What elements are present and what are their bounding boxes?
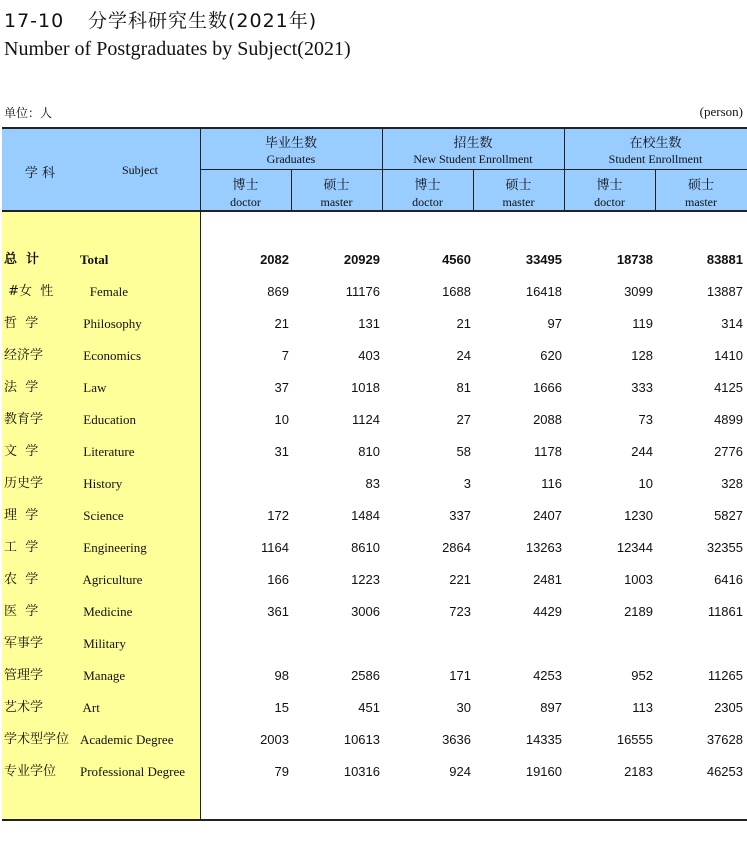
table-cell: 12344 bbox=[616, 540, 653, 555]
group-header-enrollment-en: Student Enrollment bbox=[608, 152, 703, 166]
table-cell: 119 bbox=[632, 316, 653, 331]
table-cell: 328 bbox=[721, 476, 743, 491]
row-label-cn: 理 学 bbox=[4, 508, 39, 523]
row-label-en: Engineering bbox=[80, 540, 147, 555]
table-cell: 4253 bbox=[533, 668, 562, 683]
row-label-cn: 总 计 bbox=[4, 252, 40, 267]
row-label-cn: 艺术学 bbox=[4, 700, 44, 715]
table-cell: 116 bbox=[541, 476, 562, 491]
sub-header-master-en: master bbox=[320, 195, 353, 209]
table-cell: 723 bbox=[449, 604, 471, 619]
table-cell: 810 bbox=[358, 444, 380, 459]
table-cell: 1018 bbox=[351, 380, 380, 395]
table-cell: 244 bbox=[631, 444, 653, 459]
row-label-en: History bbox=[80, 476, 123, 491]
table-cell: 172 bbox=[267, 508, 289, 523]
table-cell: 361 bbox=[267, 604, 289, 619]
table-row bbox=[0, 500, 747, 532]
table-row bbox=[0, 468, 747, 500]
table-cell: 58 bbox=[456, 444, 471, 459]
row-label-en: Science bbox=[80, 508, 124, 523]
table-cell: 10 bbox=[638, 476, 653, 491]
row-label-en: Philosophy bbox=[80, 316, 142, 331]
table-cell: 2189 bbox=[624, 604, 653, 619]
sub-header-doctor-cn: 博士 bbox=[232, 178, 259, 193]
table-row bbox=[0, 692, 747, 724]
table-cell: 31 bbox=[274, 444, 289, 459]
row-label-en: Female bbox=[80, 284, 129, 299]
table-cell: 98 bbox=[274, 668, 289, 683]
table-row bbox=[0, 372, 747, 404]
sub-header-master-en: master bbox=[502, 195, 535, 209]
header-divider bbox=[200, 169, 747, 170]
table-cell: 2481 bbox=[533, 572, 562, 587]
table-row bbox=[0, 756, 747, 788]
table-cell: 83881 bbox=[706, 252, 743, 267]
unit-label-en: (person) bbox=[699, 104, 743, 119]
table-cell: 6416 bbox=[714, 572, 743, 587]
row-label-en: Law bbox=[80, 380, 107, 395]
table-cell: 451 bbox=[358, 700, 380, 715]
table-cell: 4899 bbox=[714, 412, 743, 427]
group-header-graduates-en: Graduates bbox=[266, 152, 316, 166]
table-cell: 2407 bbox=[533, 508, 562, 523]
table-cell: 221 bbox=[449, 572, 471, 587]
table-cell: 4125 bbox=[714, 380, 743, 395]
table-cell: 11861 bbox=[707, 604, 743, 619]
sub-header-master-cn: 硕士 bbox=[687, 178, 714, 193]
row-label-en: Professional Degree bbox=[80, 764, 186, 779]
table-row bbox=[0, 564, 747, 596]
page-title-en: Number of Postgraduates by Subject(2021) bbox=[4, 38, 351, 60]
group-header-enrollment-cn: 在校生数 bbox=[629, 136, 682, 151]
table-cell: 897 bbox=[540, 700, 562, 715]
table-cell: 14335 bbox=[525, 732, 562, 747]
table-cell: 924 bbox=[449, 764, 471, 779]
row-label-cn: 文 学 bbox=[4, 444, 39, 459]
table-row bbox=[0, 276, 747, 308]
table-cell: 337 bbox=[449, 508, 471, 523]
table-row bbox=[0, 532, 747, 564]
row-label-en: Education bbox=[80, 412, 136, 427]
sub-header-doctor-cn: 博士 bbox=[596, 178, 623, 193]
table-cell: 83 bbox=[365, 476, 380, 491]
group-header-enrollment-new-en: New Student Enrollment bbox=[413, 152, 533, 166]
table-cell: 3006 bbox=[351, 604, 380, 619]
table-cell: 3636 bbox=[442, 732, 471, 747]
table-number: 17-10 bbox=[4, 10, 65, 32]
row-label-cn: 专业学位 bbox=[4, 764, 57, 779]
table-cell: 1124 bbox=[352, 412, 380, 427]
row-label-cn: 经济学 bbox=[4, 348, 44, 363]
table-cell: 2088 bbox=[533, 412, 562, 427]
table-cell: 3099 bbox=[624, 284, 653, 299]
page-title-cn bbox=[4, 6, 317, 33]
row-label-en: Literature bbox=[80, 444, 135, 459]
sub-header-master-cn: 硕士 bbox=[505, 178, 532, 193]
table-cell: 7 bbox=[281, 348, 289, 363]
row-label-cn: 历史学 bbox=[4, 476, 44, 491]
table-cell: 2305 bbox=[714, 700, 743, 715]
sub-header-doctor-cn: 博士 bbox=[414, 178, 441, 193]
table-cell: 15 bbox=[274, 700, 289, 715]
row-label-en: Academic Degree bbox=[80, 732, 174, 747]
row-label-cn: 法 学 bbox=[4, 380, 39, 395]
row-label-en: Agriculture bbox=[80, 572, 143, 587]
table-cell: 19160 bbox=[525, 764, 562, 779]
table-row bbox=[0, 724, 747, 756]
table-cell: 24 bbox=[456, 348, 471, 363]
table-title-cn: 分学科研究生数(2021年) bbox=[88, 10, 318, 32]
table-cell: 16418 bbox=[525, 284, 562, 299]
table-row bbox=[0, 404, 747, 436]
table-cell: 79 bbox=[274, 764, 289, 779]
table-cell: 10613 bbox=[343, 732, 380, 747]
table-cell: 37 bbox=[274, 380, 289, 395]
row-label-en: Medicine bbox=[80, 604, 133, 619]
table-cell: 20929 bbox=[343, 252, 380, 267]
table-cell: 1230 bbox=[624, 508, 653, 523]
table-cell: 869 bbox=[267, 284, 289, 299]
table-cell: 73 bbox=[638, 412, 653, 427]
row-label-cn: 教育学 bbox=[4, 412, 44, 427]
row-label-en: Art bbox=[80, 700, 100, 715]
table-cell: 11265 bbox=[707, 668, 743, 683]
sub-header-doctor-en: doctor bbox=[594, 195, 625, 209]
table-cell: 1178 bbox=[534, 444, 562, 459]
table-row bbox=[0, 340, 747, 372]
table-cell: 1666 bbox=[533, 380, 562, 395]
table-row bbox=[0, 244, 747, 276]
row-label-cn: 学术型学位 bbox=[4, 732, 70, 747]
table-row bbox=[0, 660, 747, 692]
unit-label-cn: 单位：人 bbox=[4, 106, 53, 120]
table-cell: 27 bbox=[456, 412, 471, 427]
table-cell: 1223 bbox=[351, 572, 380, 587]
row-label-en: Total bbox=[80, 252, 109, 267]
table-cell: 4560 bbox=[442, 252, 471, 267]
table-cell: 2864 bbox=[442, 540, 471, 555]
table-cell: 5827 bbox=[714, 508, 743, 523]
row-label-cn: 管理学 bbox=[4, 668, 44, 683]
group-header-graduates-cn: 毕业生数 bbox=[264, 136, 317, 151]
table-cell: 97 bbox=[547, 316, 562, 331]
table-cell: 1003 bbox=[624, 572, 653, 587]
table-cell: 32355 bbox=[706, 540, 743, 555]
table-cell: 1688 bbox=[442, 284, 471, 299]
table-cell: 81 bbox=[456, 380, 471, 395]
table-row bbox=[0, 596, 747, 628]
table-cell: 2586 bbox=[351, 668, 380, 683]
table-cell: 8610 bbox=[351, 540, 380, 555]
table-cell: 13887 bbox=[706, 284, 743, 299]
table-cell: 171 bbox=[449, 668, 471, 683]
table-cell: 10316 bbox=[343, 764, 380, 779]
table-cell: 16555 bbox=[616, 732, 653, 747]
sub-header-master-cn: 硕士 bbox=[323, 178, 350, 193]
table-cell: 131 bbox=[358, 316, 380, 331]
table-row bbox=[0, 628, 747, 660]
table-cell: 166 bbox=[267, 572, 289, 587]
table-cell: 113 bbox=[632, 700, 653, 715]
row-label-en: Economics bbox=[80, 348, 142, 363]
row-label-cn: 军事学 bbox=[4, 636, 44, 651]
table-cell: 13263 bbox=[525, 540, 562, 555]
table-cell: 128 bbox=[631, 348, 653, 363]
row-label-en: Military bbox=[80, 636, 126, 651]
table-cell: 3 bbox=[463, 476, 471, 491]
table-cell: 1484 bbox=[351, 508, 380, 523]
table-cell: 18738 bbox=[616, 252, 653, 267]
row-label-cn: 哲 学 bbox=[4, 316, 39, 331]
table-cell: 46253 bbox=[706, 764, 743, 779]
table-row bbox=[0, 436, 747, 468]
table-cell: 620 bbox=[540, 348, 562, 363]
table-row bbox=[0, 308, 747, 340]
table-cell: 37628 bbox=[706, 732, 743, 747]
table-cell: 21 bbox=[456, 316, 471, 331]
table-cell: 2003 bbox=[260, 732, 289, 747]
table-cell: 21 bbox=[274, 316, 289, 331]
table-cell: 30 bbox=[456, 700, 471, 715]
table-cell: 33495 bbox=[525, 252, 562, 267]
row-label-cn: #女 性 bbox=[4, 284, 54, 299]
sub-header-doctor-en: doctor bbox=[412, 195, 443, 209]
table-cell: 333 bbox=[631, 380, 653, 395]
table-cell: 10 bbox=[274, 412, 289, 427]
table-cell: 4429 bbox=[533, 604, 562, 619]
row-label-cn: 工 学 bbox=[4, 540, 39, 555]
row-label-cn: 农 学 bbox=[4, 572, 39, 587]
subject-header-en: Subject bbox=[122, 163, 158, 177]
row-label-cn: 医 学 bbox=[4, 604, 39, 619]
table-bottom-rule bbox=[2, 819, 747, 821]
table-cell: 952 bbox=[631, 668, 653, 683]
sub-header-master-en: master bbox=[685, 195, 717, 209]
group-header-enrollment-new-cn: 招生数 bbox=[453, 136, 493, 151]
sub-header-doctor-en: doctor bbox=[230, 195, 261, 209]
table-cell: 11176 bbox=[345, 284, 380, 299]
subject-header-cn: 学 科 bbox=[24, 166, 56, 181]
table-cell: 1164 bbox=[261, 540, 289, 555]
table-cell: 2776 bbox=[714, 444, 743, 459]
row-label-en: Manage bbox=[80, 668, 126, 683]
table-cell: 1410 bbox=[714, 348, 743, 363]
table-cell: 403 bbox=[358, 348, 380, 363]
table-cell: 2082 bbox=[260, 252, 289, 267]
table-cell: 2183 bbox=[624, 764, 653, 779]
table-cell: 314 bbox=[721, 316, 743, 331]
